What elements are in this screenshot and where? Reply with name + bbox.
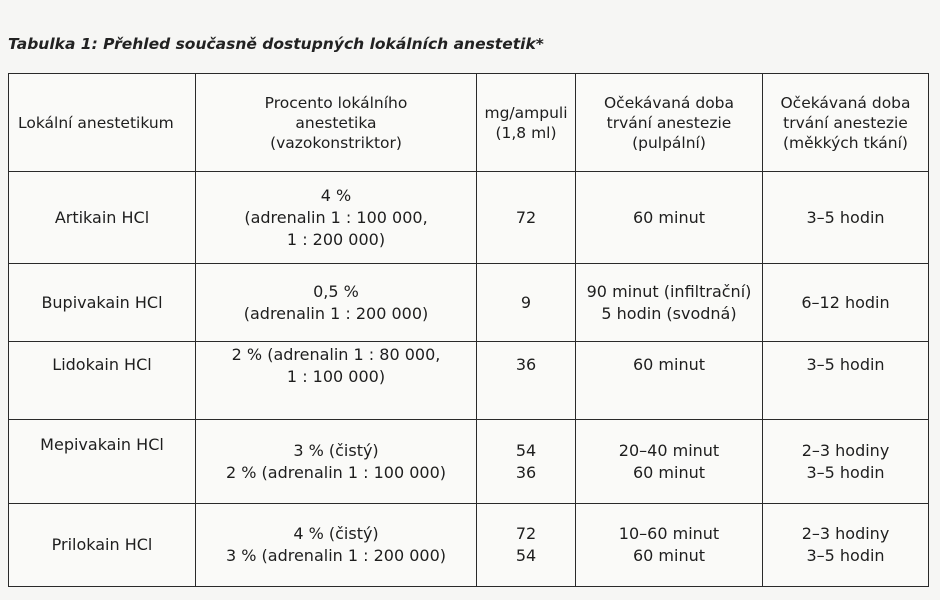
cell-pulpal: 60 minut (576, 342, 763, 420)
cell-pulpal: 10–60 minut 60 minut (576, 504, 763, 587)
header-pulpal: Očekávaná doba trvání anestezie (pulpální) (576, 74, 763, 172)
table-header-row (9, 74, 929, 172)
header-soft: Očekávaná doba trvání anestezie (měkkých tkání) (763, 74, 929, 172)
table-row (9, 420, 929, 504)
cell-name: Prilokain HCl (9, 504, 196, 587)
header-anesthetic: Lokální anestetikum (9, 74, 196, 172)
cell-pulpal: 60 minut (576, 172, 763, 264)
cell-name: Mepivakain HCl (9, 420, 196, 504)
cell-soft: 3–5 hodin (763, 172, 929, 264)
header-mg: mg/ampuli (1,8 ml) (477, 74, 576, 172)
cell-mg: 54 36 (477, 420, 576, 504)
header-percent: Procento lokálního anestetika (vazokonstriktor) (196, 74, 477, 172)
table-row (9, 172, 929, 264)
cell-percent: 2 % (adrenalin 1 : 80 000, 1 : 100 000) (196, 342, 477, 420)
anesthetics-table (8, 73, 929, 587)
cell-soft: 2–3 hodiny 3–5 hodin (763, 504, 929, 587)
cell-soft: 3–5 hodin (763, 342, 929, 420)
table-row (9, 342, 929, 420)
cell-mg: 9 (477, 264, 576, 342)
cell-mg: 72 (477, 172, 576, 264)
cell-percent: 3 % (čistý) 2 % (adrenalin 1 : 100 000) (196, 420, 477, 504)
cell-pulpal: 90 minut (infiltrační) 5 hodin (svodná) (576, 264, 763, 342)
cell-soft: 6–12 hodin (763, 264, 929, 342)
cell-name: Bupivakain HCl (9, 264, 196, 342)
table-row (9, 264, 929, 342)
cell-percent: 0,5 % (adrenalin 1 : 200 000) (196, 264, 477, 342)
cell-name: Artikain HCl (9, 172, 196, 264)
cell-soft: 2–3 hodiny 3–5 hodin (763, 420, 929, 504)
cell-mg: 72 54 (477, 504, 576, 587)
cell-mg: 36 (477, 342, 576, 420)
cell-percent: 4 % (čistý) 3 % (adrenalin 1 : 200 000) (196, 504, 477, 587)
table-row (9, 504, 929, 587)
cell-percent: 4 % (adrenalin 1 : 100 000, 1 : 200 000) (196, 172, 477, 264)
cell-pulpal: 20–40 minut 60 minut (576, 420, 763, 504)
table-caption: Tabulka 1: Přehled současně dostupných lokálních anestetik* (8, 35, 544, 53)
cell-name: Lidokain HCl (9, 342, 196, 420)
